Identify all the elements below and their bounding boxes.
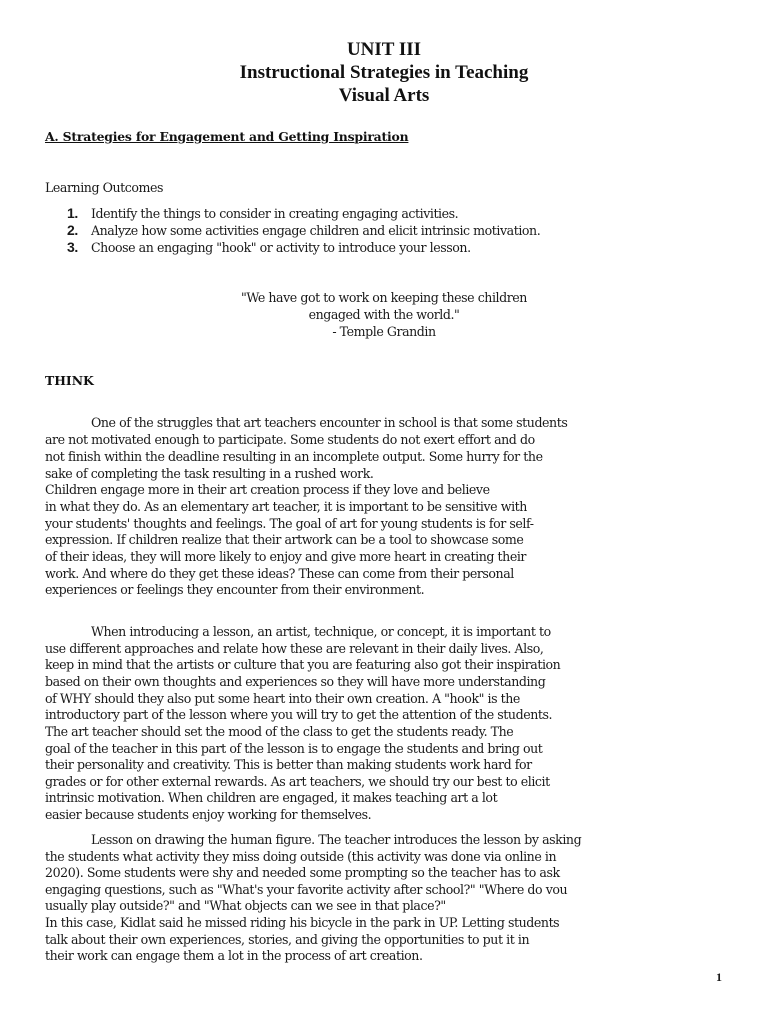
paragraph-line: goal of the teacher in this part of the lesson is to engage the students and bring out: [45, 741, 543, 756]
paragraph-line: keep in mind that the artists or culture that you are featuring also got their inspiration: [45, 657, 561, 672]
unit-title: UNIT III: [346, 39, 422, 60]
paragraph-line: easier because students enjoy working for themselves.: [45, 807, 372, 822]
paragraph-line: The art teacher should set the mood of the class to get the students ready. The: [45, 724, 514, 739]
page-number: 1: [716, 970, 722, 984]
outcome-item: [67, 239, 471, 255]
paragraph-line: in what they do. As an elementary art teacher, it is important to be sensitive with: [45, 499, 527, 514]
paragraph-line: their work can engage them a lot in the process of art creation.: [45, 948, 423, 963]
paragraph-line: engaging questions, such as "What's your favorite activity after school?" "Where do vou: [45, 882, 568, 897]
paragraph-line: One of the struggles that art teachers encounter in school is that some students: [91, 415, 568, 430]
quote-line-2: engaged with the world.": [308, 307, 460, 322]
paragraph-line: their personality and creativity. This is better than making students work hard for: [45, 757, 532, 772]
outcome-item: [67, 205, 458, 221]
paragraph-line: the students what activity they miss doing outside (this activity was done via online in: [45, 849, 557, 864]
outcome-item: [67, 222, 540, 238]
learning-outcomes-label: Learning Outcomes: [45, 180, 163, 195]
paragraph-line: grades or for other external rewards. As art teachers, we should try our best to elicit: [45, 774, 550, 789]
paragraph-line: of WHY should they also put some heart into their own creation. A "hook" is the: [45, 691, 520, 706]
quote-author: - Temple Grandin: [332, 324, 436, 339]
paragraph-line: In this case, Kidlat said he missed riding his bicycle in the park in UP. Letting students: [45, 915, 560, 930]
paragraph-line: are not motivated enough to participate. Some students do not exert effort and do: [45, 432, 535, 447]
quote-line-1: "We have got to work on keeping these children: [241, 290, 527, 305]
paragraph-line: talk about their own experiences, stories, and giving the opportunities to put it in: [45, 932, 530, 947]
paragraph-line: 2020). Some students were shy and needed some prompting so the teacher has to ask: [45, 865, 560, 880]
outcome-number: 2.: [67, 222, 78, 238]
paragraph-line: work. And where do they get these ideas? These can come from their personal: [45, 566, 514, 581]
paragraph-line: Lesson on drawing the human figure. The teacher introduces the lesson by asking: [91, 832, 582, 847]
paragraph-line: based on their own thoughts and experiences so they will have more understanding: [45, 674, 546, 689]
outcome-text: Analyze how some activities engage children and elicit intrinsic motivation.: [91, 223, 541, 238]
paragraph-line: Children engage more in their art creation process if they love and believe: [45, 482, 490, 497]
think-heading: THINK: [45, 373, 94, 388]
paragraph-line: your students' thoughts and feelings. The goal of art for young students is for self-: [45, 516, 534, 531]
paragraph-line: introductory part of the lesson where you will try to get the attention of the students.: [45, 707, 553, 722]
outcome-text: Choose an engaging "hook" or activity to introduce your lesson.: [91, 240, 471, 255]
outcome-text: Identify the things to consider in creating engaging activities.: [91, 206, 459, 221]
outcome-number: 3.: [67, 239, 78, 255]
paragraph-line: not finish within the deadline resulting in an incomplete output. Some hurry for the: [45, 449, 543, 464]
section-heading: A. Strategies for Engagement and Getting Inspiration: [45, 129, 409, 144]
paragraph-line: of their ideas, they will more likely to enjoy and give more heart in creating their: [45, 549, 526, 564]
page-title-line-2: Visual Arts: [338, 85, 430, 106]
paragraph-line: When introducing a lesson, an artist, technique, or concept, it is important to: [91, 624, 551, 639]
paragraph-line: sake of completing the task resulting in a rushed work.: [45, 466, 374, 481]
page-title-line-1: Instructional Strategies in Teaching: [239, 62, 529, 83]
paragraph-line: intrinsic motivation. When children are engaged, it makes teaching art a lot: [45, 790, 498, 805]
paragraph-line: usually play outside?" and "What objects can we see in that place?": [45, 898, 446, 913]
paragraph-line: expression. If children realize that their artwork can be a tool to showcase some: [45, 532, 524, 547]
outcome-number: 1.: [67, 205, 78, 221]
paragraph-line: experiences or feelings they encounter from their environment.: [45, 582, 425, 597]
paragraph-line: use different approaches and relate how these are relevant in their daily lives. Also,: [45, 641, 544, 656]
